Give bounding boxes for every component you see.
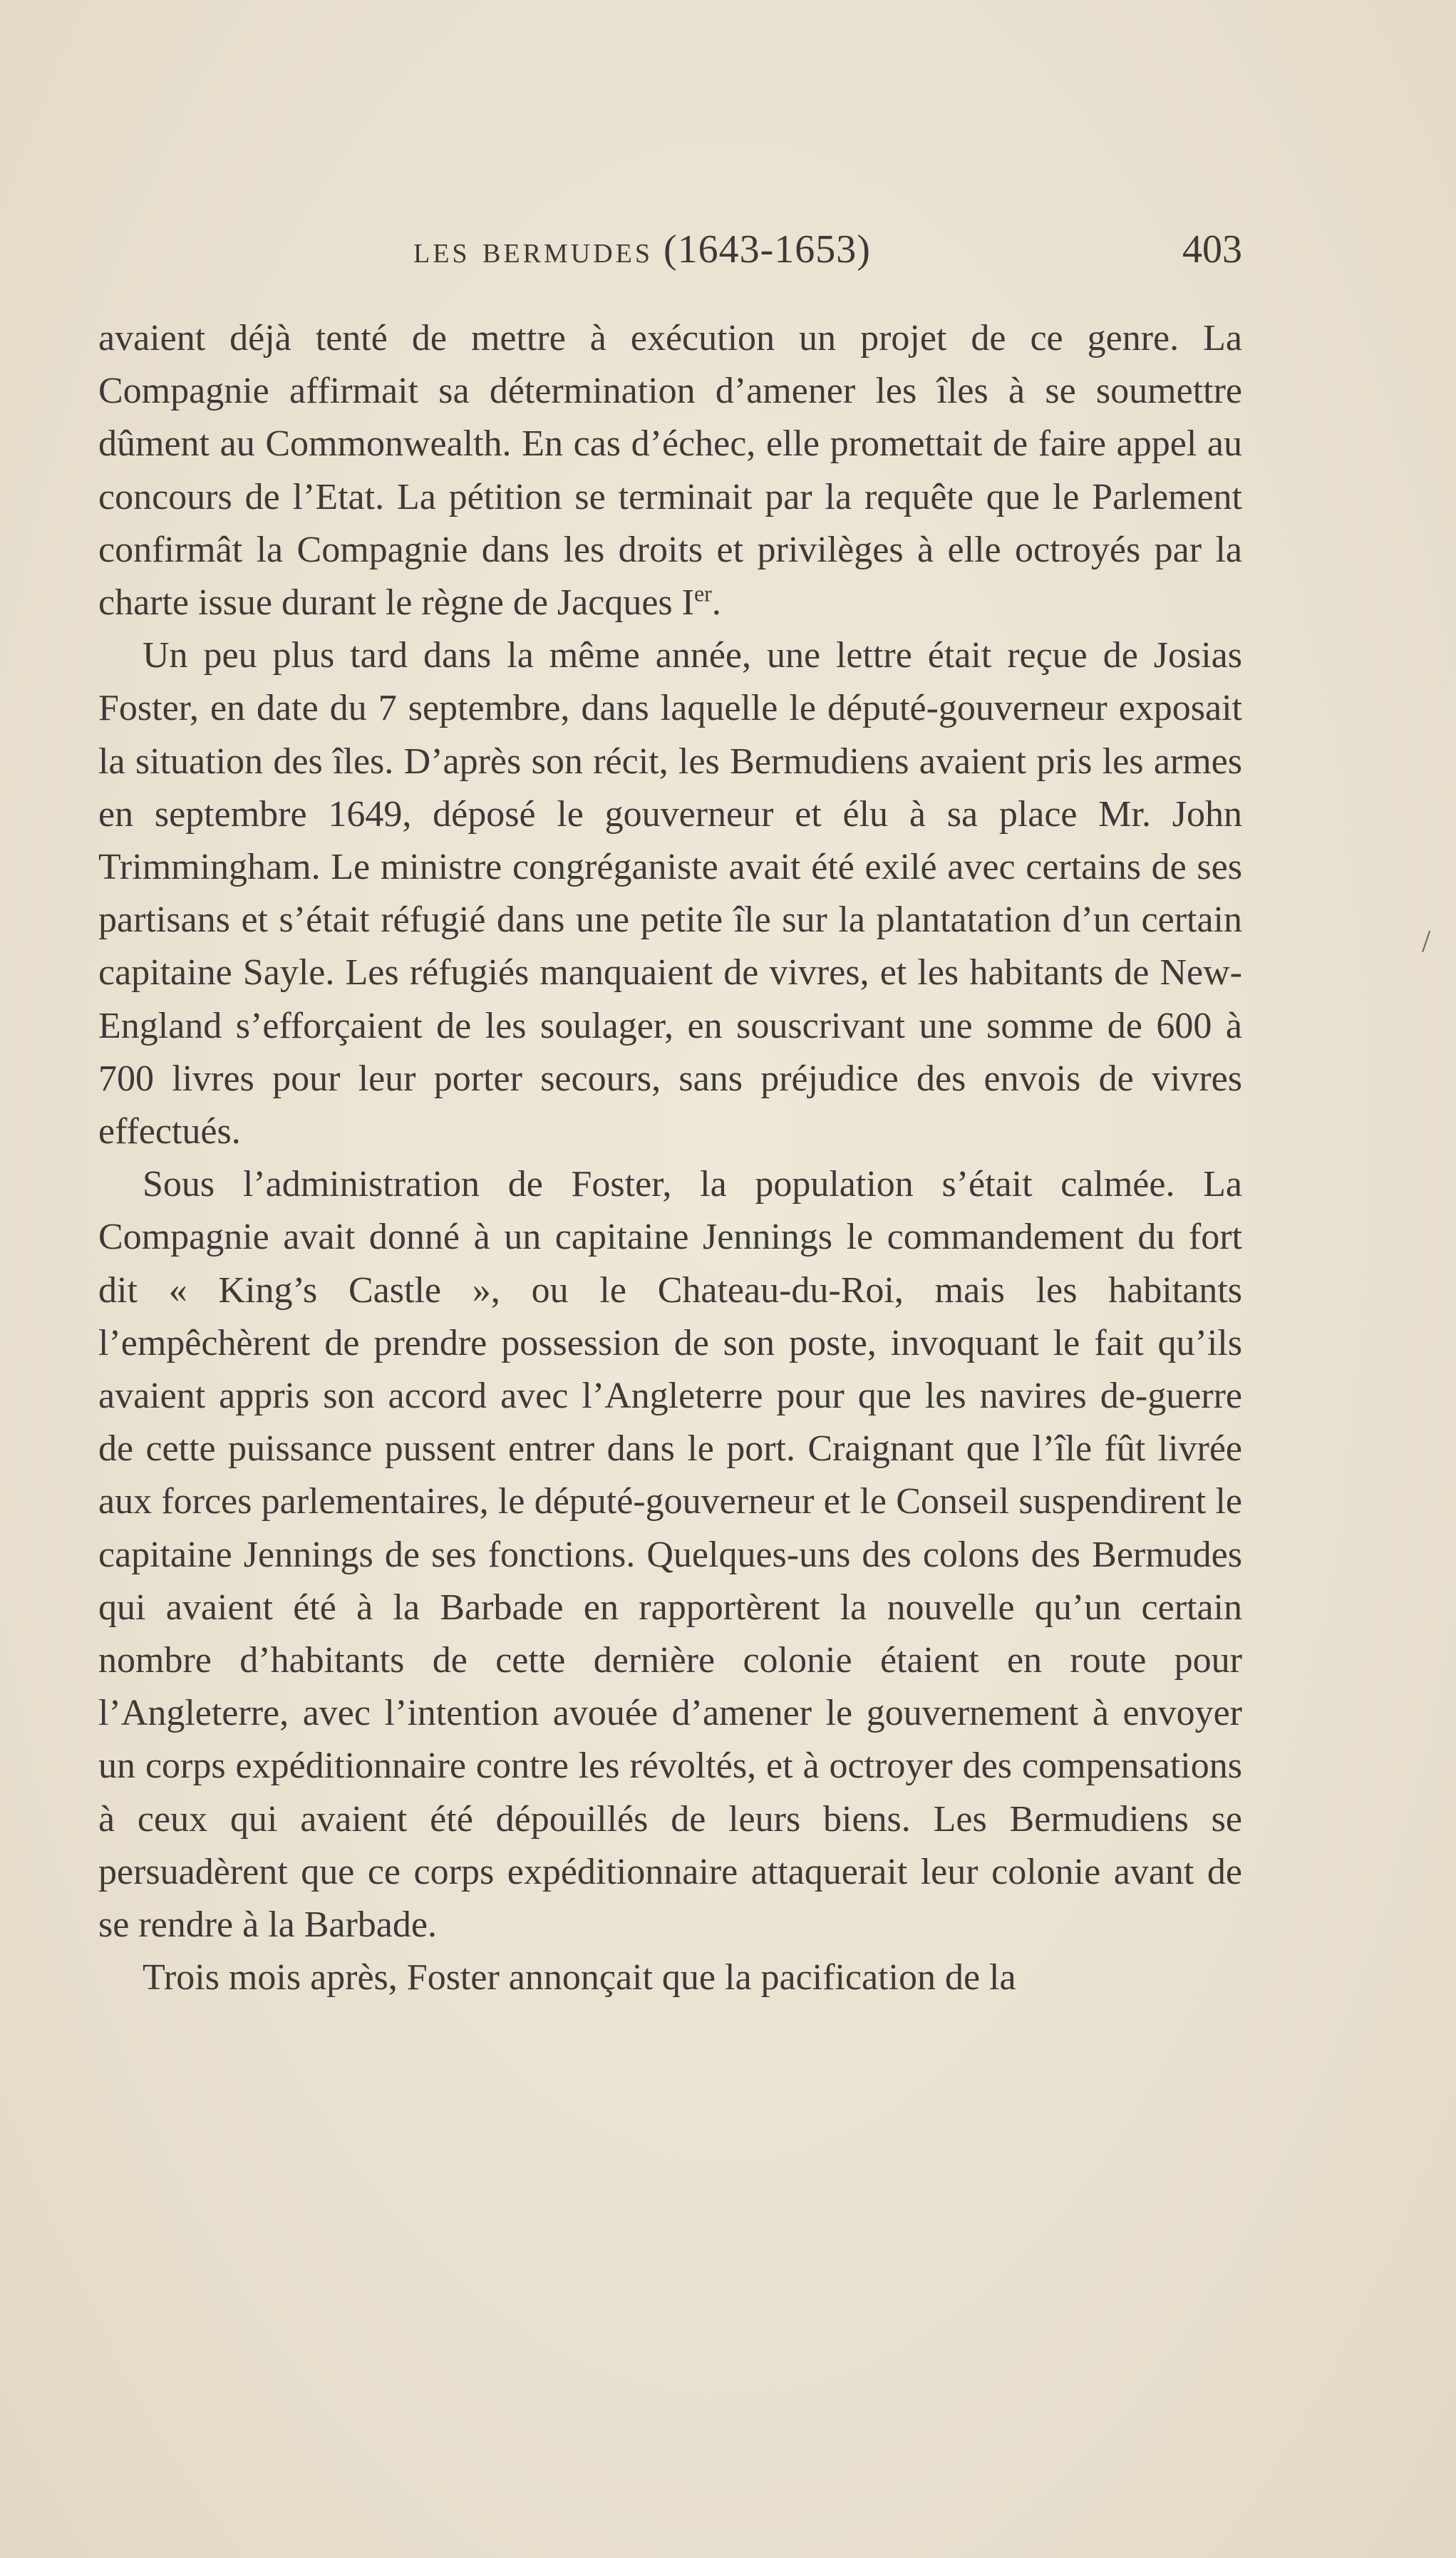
page-number: 403: [1182, 227, 1242, 272]
paragraph-4: Trois mois après, Foster annonçait que la pacification de la: [143, 1957, 1016, 1999]
paragraph-2: Un peu plus tard dans la même année, une lettre était reçue de Josias Foster, en date du 7 septembre, dans laquelle le député-gouverneur exposait la situation des îles. D’après son récit, les Bermudiens avaient pris les armes en septembre 1649, déposé le gouverneur et élu à sa place Mr. John Trimmingham. Le ministre congréganiste avait été exilé avec certains de ses partisans et s’était réfugié dans une petite île sur la plantatation d’un certain capitaine Sayle. Les réfugiés manquaient de vivres, et les habitants de New-England s’efforçaient de les soulager, en souscrivant une somme de 600 à 700 livres pour leur porter secours, sans préjudice des envois de vivres effectués.: [98, 635, 1242, 1152]
body-text: [98, 312, 1242, 2005]
paragraph-1-tail: .: [711, 582, 721, 624]
ordinal-superscript: er: [693, 580, 712, 607]
paragraph-1: [98, 312, 1242, 629]
margin-pencil-mark: /: [1422, 924, 1431, 959]
running-title-dates: (1643-1653): [663, 227, 871, 272]
paragraph-3: Sous l’administration de Foster, la population s’était calmée. La Compagnie avait donné à un capitaine Jennings le commandement du fort dit « King’s Castle », ou le Chateau-du-Roi, mais les habitants l’empêchèrent de prendre possession de son poste, invoquant le fait qu’ils avaient appris son accord avec l’Angleterre pour que les navires de-guerre de cette puissance pussent entrer dans le port. Craignant que l’île fût livrée aux forces parlementaires, le député-gouverneur et le Conseil suspendirent le capitaine Jennings de ses fonctions. Quelques-uns des colons des Bermudes qui avaient été à la Barbade en rapportèrent la nouvelle qu’un certain nombre d’habitants de cette dernière colonie étaient en route pour l’Angleterre, avec l’intention avouée d’amener le gouvernement à envoyer un corps expéditionnaire contre les révoltés, et à octroyer des compensations à ceux qui avaient été dépouillés de leurs biens. Les Bermudiens se persuadèrent que ce corps expéditionnaire attaquerait leur colonie avant de se rendre à la Barbade.: [98, 1164, 1242, 1946]
running-title-text: les bermudes: [413, 228, 653, 271]
paragraph-1-text: avaient déjà tenté de mettre à exécution un projet de ce genre. La Compagnie affirmait sa détermination d’amener les îles à se soumettre dûment au Commonwealth. En cas d’échec, elle promettait de faire appel au concours de l’Etat. La pétition se terminait par la requête que le Parlement confirmât la Compagnie dans les droits et privilèges à elle octroyés par la charte issue durant le règne de Jacques I: [98, 318, 1242, 624]
running-header: [98, 227, 1242, 284]
running-title: [413, 227, 871, 272]
